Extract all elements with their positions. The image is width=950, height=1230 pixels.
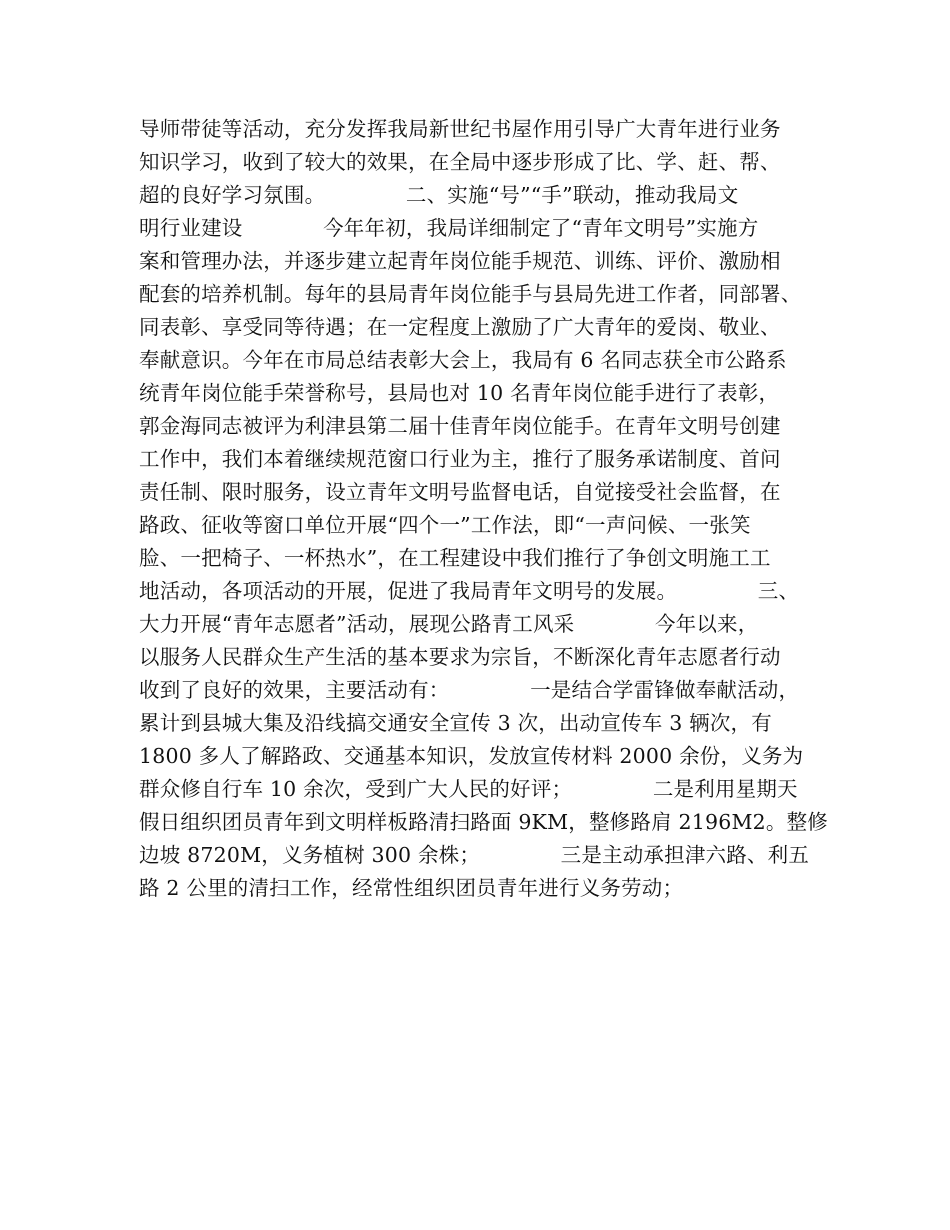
text-line: 郭金海同志被评为利津县第二届十佳青年岗位能手。在青年文明号创建 [139, 414, 781, 438]
text-line: 超的良好学习氛围。 二、实施“号”“手”联动，推动我局文 [139, 183, 739, 207]
text-line: 工作中，我们本着继续规范窗口行业为主，推行了服务承诺制度、首问 [139, 447, 781, 471]
text-line: 知识学习，收到了较大的效果，在全局中逐步形成了比、学、赶、帮、 [139, 150, 781, 174]
text-line: 大力开展“青年志愿者”活动，展现公路青工风采 今年以来， [139, 612, 759, 636]
text-line: 收到了良好的效果，主要活动有： 一是结合学雷锋做奉献活动， [139, 678, 800, 702]
text-line: 案和管理办法，并逐步建立起青年岗位能手规范、训练、评价、激励相 [139, 249, 781, 273]
text-line: 路政、征收等窗口单位开展“四个一”工作法，即“一声问候、一张笑 [139, 513, 751, 537]
text-line: 地活动，各项活动的开展，促进了我局青年文明号的发展。 三、 [139, 579, 800, 603]
text-line: 群众修自行车 10 余次，受到广大人民的好评； 二是利用星期天 [139, 777, 798, 801]
text-line: 累计到县城大集及沿线搞交通安全宣传 3 次，出动宣传车 3 辆次，有 [139, 711, 772, 735]
text-line: 1800 多人了解路政、交通基本知识，发放宣传材料 2000 余份，义务为 [139, 744, 804, 768]
body-text [139, 113, 829, 905]
text-line: 边坡 8720M，义务植树 300 余株； 三是主动承担津六路、利五 [139, 843, 810, 867]
text-line: 同表彰、享受同等待遇；在一定程度上激励了广大青年的爱岗、敬业、 [139, 315, 781, 339]
text-line: 导师带徒等活动，充分发挥我局新世纪书屋作用引导广大青年进行业务 [139, 117, 781, 141]
text-line: 脸、一把椅子、一杯热水”，在工程建设中我们推行了争创文明施工工 [139, 546, 771, 570]
text-line: 配套的培养机制。每年的县局青年岗位能手与县局先进工作者，同部署、 [139, 282, 802, 306]
text-line: 奉献意识。今年在市局总结表彰大会上，我局有 6 名同志获全市公路系 [139, 348, 787, 372]
text-line: 责任制、限时服务，设立青年文明号监督电话，自觉接受社会监督，在 [139, 480, 781, 504]
text-line: 以服务人民群众生产生活的基本要求为宗旨，不断深化青年志愿者行动 [139, 645, 781, 669]
text-line: 明行业建设 今年年初，我局详细制定了“青年文明号”实施方 [139, 216, 759, 240]
text-line: 统青年岗位能手荣誉称号，县局也对 10 名青年岗位能手进行了表彰， [139, 381, 780, 405]
text-line: 路 2 公里的清扫工作，经常性组织团员青年进行义务劳动； [139, 876, 684, 900]
text-line: 假日组织团员青年到文明样板路清扫路面 9KM，整修路肩 2196M2。整修 [139, 810, 828, 834]
